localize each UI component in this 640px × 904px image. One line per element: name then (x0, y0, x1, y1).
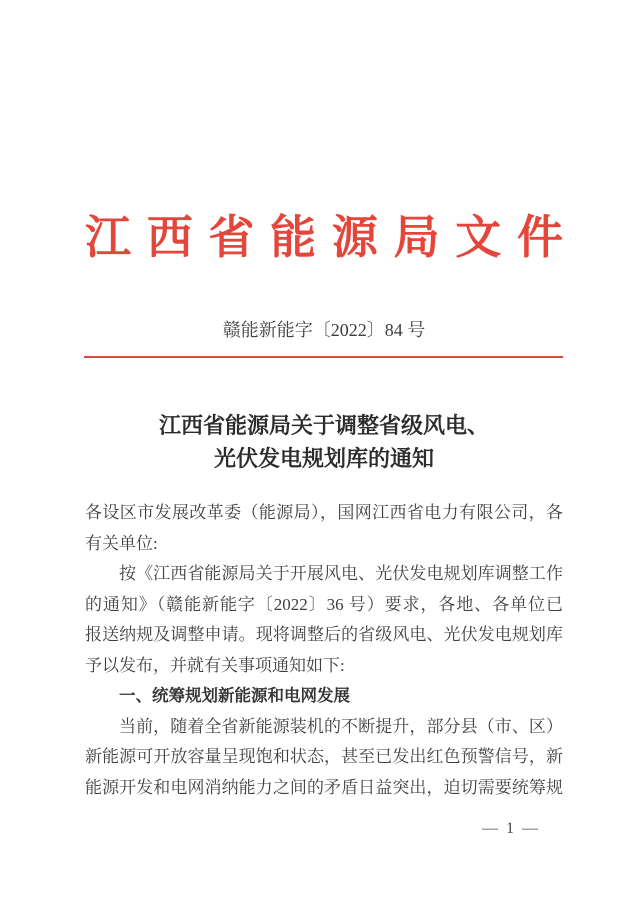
document-title (85, 409, 563, 475)
document-number: 赣能新能字〔2022〕84 号 (222, 320, 426, 340)
paragraph-line: 报送纳规及调整申请。现将调整后的省级风电、光伏发电规划库 (85, 625, 563, 644)
page-number: — 1 — (482, 820, 540, 837)
paragraph-line: 的通知》（赣能新能字〔2022〕36 号）要求，各地、各单位已 (85, 594, 563, 614)
red-divider-line (84, 356, 563, 358)
salutation-line: 各设区市发展改革委（能源局），国网江西省电力有限公司，各 (85, 503, 563, 522)
document-body (85, 498, 563, 803)
paragraph-line: 按《江西省能源局关于开展风电、光伏发电规划库调整工作 (119, 564, 563, 583)
document-title-line2: 光伏发电规划库的通知 (213, 446, 434, 471)
salutation-line: 有关单位: (85, 533, 158, 553)
document-title-line1: 江西省能源局关于调整省级风电、 (158, 413, 489, 438)
paragraph-line: 予以发布，并就有关事项通知如下: (85, 655, 345, 675)
paragraph-line: 当前，随着全省新能源装机的不断提升，部分县（市、区） (119, 716, 563, 736)
paragraph-line: 新能源可开放容量呈现饱和状态，甚至已发出红色预警信号，新 (85, 747, 563, 766)
paragraph-line: 能源开发和电网消纳能力之间的矛盾日益突出，迫切需要统筹规 (85, 777, 563, 797)
document-header-title: 江西省能源局文件 (85, 212, 563, 263)
section-heading: 一、统筹规划新能源和电网发展 (119, 687, 350, 705)
